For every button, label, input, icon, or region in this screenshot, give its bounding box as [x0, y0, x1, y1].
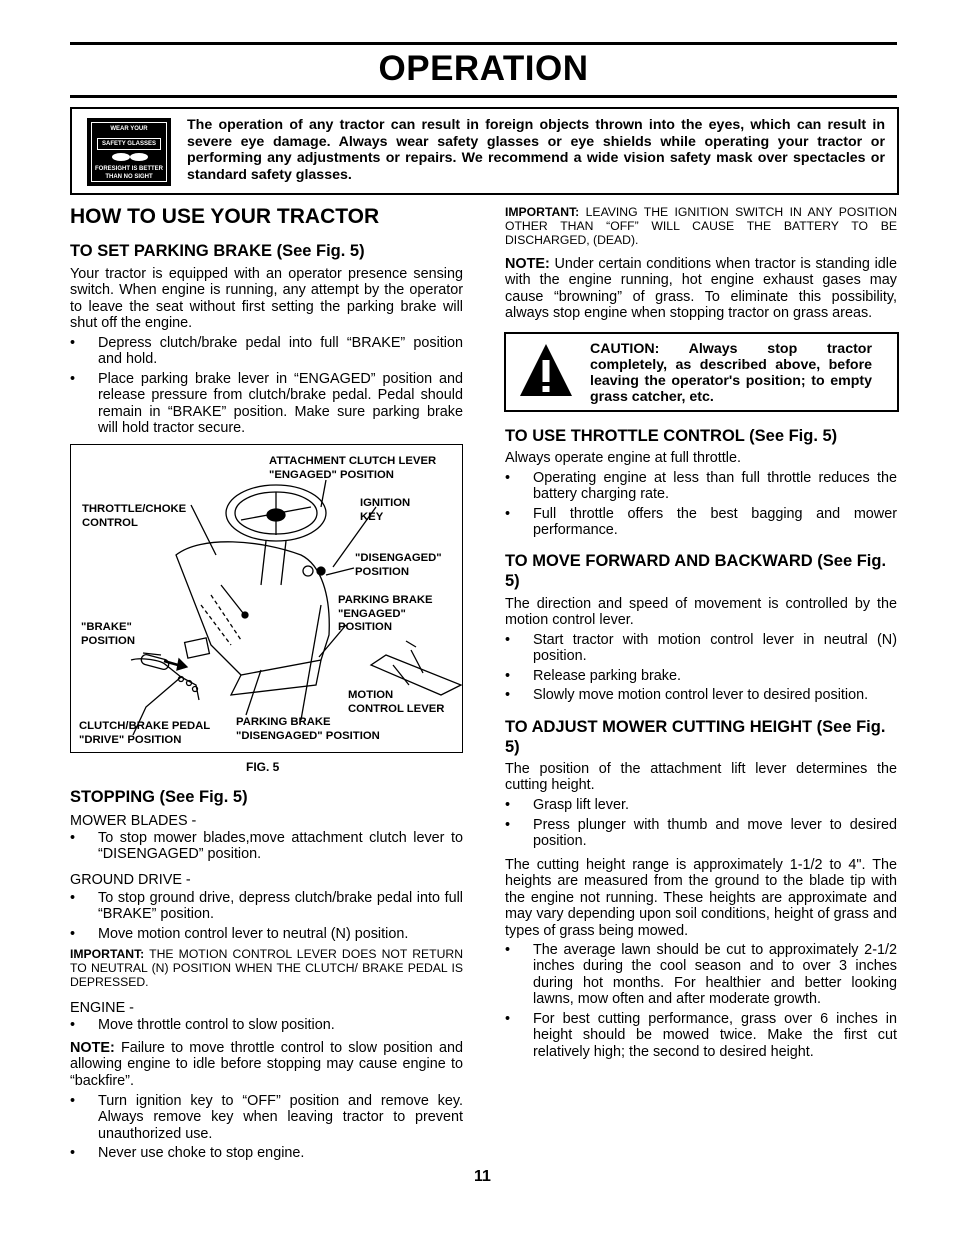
label-ignition-key: IGNITION KEY: [360, 497, 411, 523]
list-item-text: Place parking brake lever in “ENGAGED” position and release pressure from clutch/brake pedal. Pedal should remain in “BRAKE” position. Make sure parking brake will hold tractor secure.: [98, 371, 463, 437]
label-brake-position: "BRAKE" POSITION: [81, 621, 135, 647]
list-item-text: Turn ignition key to “OFF” position and remove key. Always remove key when leaving tractor to prevent unauthorized use.: [98, 1093, 463, 1142]
list-item: • Grasp lift lever.: [505, 797, 897, 814]
list-item: • The average lawn should be cut to approximately 2-1/2 inches during the cool season and to over 3 inches during hot months. For healthier and better looking lawns, mow often and after moderate growth.: [505, 942, 897, 1008]
important-label: IMPORTANT:: [70, 947, 145, 961]
label-motion-control: MOTION CONTROL LEVER: [348, 689, 445, 715]
list-item-text: Never use choke to stop engine.: [98, 1145, 305, 1161]
label-attachment-clutch: ATTACHMENT CLUTCH LEVER "ENGAGED" POSITION: [269, 455, 437, 481]
list-item: • Never use choke to stop engine.: [70, 1145, 463, 1162]
note-backfire: [70, 1040, 463, 1089]
list-item: • For best cutting performance, grass over 6 inches in height should be mowed twice. Make the first cut relatively high; the second to desired height.: [505, 1011, 897, 1060]
list-item-text: Full throttle offers the best bagging and mower performance.: [533, 506, 897, 539]
page-title: OPERATION: [378, 49, 589, 88]
note-label: NOTE:: [505, 256, 550, 272]
header-rule-top: [70, 42, 897, 45]
list-item: • Slowly move motion control lever to desired position.: [505, 687, 897, 704]
adjust-paragraph: The position of the attachment lift lever determines the cutting height.: [505, 761, 897, 794]
figure-5: [70, 444, 463, 753]
safety-notice-text: The operation of any tractor can result in foreign objects thrown into the eyes, which can result in severe eye damage. Always wear safety glasses or eye shields while operating your tractor or performing any adjustments or repairs. We recommend a wide vision safety mask over spectacles or standard safety glasses.: [187, 117, 885, 183]
label-clutch-brake-pedal: CLUTCH/BRAKE PEDAL "DRIVE" POSITION: [79, 720, 211, 746]
badge-line-2: SAFETY GLASSES: [97, 138, 161, 150]
important-text: THE MOTION CONTROL LEVER DOES NOT RETURN TO NEUTRAL (N) POSITION WHEN THE CLUTCH/ BRAKE PEDAL IS DEPRESSED.: [70, 947, 463, 989]
label-disengaged-position: "DISENGAGED" POSITION: [355, 552, 442, 578]
throttle-paragraph: Always operate engine at full throttle.: [505, 450, 741, 466]
figure-caption: FIG. 5: [246, 760, 280, 774]
note-label: NOTE:: [70, 1040, 115, 1056]
glasses-icon: [110, 152, 150, 162]
list-item-text: For best cutting performance, grass over 6 inches in height should be mowed twice. Make the first cut relatively high; the second to desired height.: [533, 1011, 897, 1060]
list-item-text: Move throttle control to slow position.: [98, 1017, 335, 1033]
note-text: Under certain conditions when tractor is standing idle with the engine running, hot engine exhaust gases may cause “browning” of grass. To eliminate this possibility, always stop engine when stopping tractor on grass areas.: [505, 256, 897, 322]
warning-triangle-icon: [518, 342, 574, 398]
badge-line-1: WEAR YOUR: [110, 126, 148, 132]
note-browning: [505, 256, 897, 322]
label-ground-drive: GROUND DRIVE -: [70, 872, 191, 888]
important-note-ignition: [505, 205, 897, 247]
list-item: • Move motion control lever to neutral (N) position.: [70, 926, 463, 943]
list-item-text: Slowly move motion control lever to desired position.: [533, 687, 869, 703]
list-item-text: Move motion control lever to neutral (N) position.: [98, 926, 409, 942]
important-label: IMPORTANT:: [505, 205, 580, 219]
list-item-text: The average lawn should be cut to approximately 2-1/2 inches during the cool season and to over 3 inches during hot months. For healthier and better looking lawns, mow often and after moderate growth.: [533, 942, 897, 1008]
label-parking-brake-engaged: PARKING BRAKE "ENGAGED" POSITION: [338, 594, 433, 633]
label-parking-brake-disengaged: PARKING BRAKE "DISENGAGED" POSITION: [236, 716, 380, 742]
list-item: • Full throttle offers the best bagging and mower performance.: [505, 506, 897, 539]
cutting-height-paragraph: The cutting height range is approximately 1-1/2 to 4". The heights are measured from the ground to the blade tip with the engine not running. These heights are approximate and may vary depending upon soil conditions, height of grass and types of grass being mowed.: [505, 857, 897, 939]
move-paragraph: The direction and speed of movement is controlled by the motion control lever.: [505, 596, 897, 629]
safety-notice-box: [70, 107, 899, 195]
list-item: • Press plunger with thumb and move lever to desired position.: [505, 817, 897, 850]
important-note-motion: [70, 947, 463, 989]
list-item-text: Start tractor with motion control lever in neutral (N) position.: [533, 632, 897, 665]
section-heading-how-to-use: HOW TO USE YOUR TRACTOR: [70, 205, 380, 228]
heading-throttle-control: TO USE THROTTLE CONTROL (See Fig. 5): [505, 427, 838, 445]
label-mower-blades: MOWER BLADES -: [70, 813, 197, 829]
list-item: • Start tractor with motion control lever in neutral (N) position.: [505, 632, 897, 665]
list-item: • Operating engine at less than full throttle reduces the battery charging rate.: [505, 470, 897, 503]
list-item: • To stop mower blades,move attachment clutch lever to “DISENGAGED” position.: [70, 830, 463, 863]
safety-glasses-badge: [87, 118, 171, 186]
badge-line-3: FORESIGHT IS BETTER: [94, 166, 163, 172]
heading-parking-brake: TO SET PARKING BRAKE (See Fig. 5): [70, 242, 365, 260]
note-text: Failure to move throttle control to slow position and allowing engine to idle before stopping may cause engine to “backfire”.: [70, 1040, 463, 1089]
badge-line-4: THAN NO SIGHT: [105, 174, 153, 180]
parking-brake-paragraph: Your tractor is equipped with an operator presence sensing switch. When engine is running, any attempt by the operator to leave the seat without first setting the parking brake will shut off the engine.: [70, 266, 463, 332]
caution-text: CAUTION: Always stop tractor completely, as described above, before leaving the operator's position; to empty grass catcher, etc.: [590, 341, 872, 405]
header-rule-bottom: [70, 95, 897, 98]
page-number: 11: [474, 1168, 491, 1185]
list-item-text: Operating engine at less than full throttle reduces the battery charging rate.: [533, 470, 897, 503]
important-text: LEAVING THE IGNITION SWITCH IN ANY POSITION OTHER THAN “OFF” WILL CAUSE THE BATTERY TO BE DISCHARGED, (DEAD).: [505, 205, 897, 247]
heading-adjust-cutting-height: TO ADJUST MOWER CUTTING HEIGHT (See Fig. 5): [505, 718, 886, 756]
list-item: • Move throttle control to slow position.: [70, 1017, 463, 1034]
heading-stopping: STOPPING (See Fig. 5): [70, 788, 248, 806]
list-item-text: Depress clutch/brake pedal into full “BRAKE” position and hold.: [98, 335, 463, 368]
list-item-text: To stop ground drive, depress clutch/brake pedal into full “BRAKE” position.: [98, 890, 463, 923]
label-engine: ENGINE -: [70, 1000, 134, 1016]
caution-box: [504, 332, 899, 412]
list-item-text: To stop mower blades,move attachment clutch lever to “DISENGAGED” position.: [98, 830, 463, 863]
label-throttle-choke: THROTTLE/CHOKE CONTROL: [82, 503, 187, 529]
list-item: • Turn ignition key to “OFF” position and remove key. Always remove key when leaving tractor to prevent unauthorized use.: [70, 1093, 463, 1142]
list-item: • To stop ground drive, depress clutch/brake pedal into full “BRAKE” position.: [70, 890, 463, 923]
list-item-text: Release parking brake.: [533, 668, 681, 684]
list-item: • Release parking brake.: [505, 668, 897, 685]
list-item-text: Grasp lift lever.: [533, 797, 629, 813]
list-item: • Place parking brake lever in “ENGAGED” position and release pressure from clutch/brake pedal. Pedal should remain in “BRAKE” position. Make sure parking brake will hold tractor secure.: [70, 371, 463, 437]
heading-move-forward-backward: TO MOVE FORWARD AND BACKWARD (See Fig. 5): [505, 552, 887, 590]
list-item-text: Press plunger with thumb and move lever to desired position.: [533, 817, 897, 850]
list-item: • Depress clutch/brake pedal into full “BRAKE” position and hold.: [70, 335, 463, 368]
